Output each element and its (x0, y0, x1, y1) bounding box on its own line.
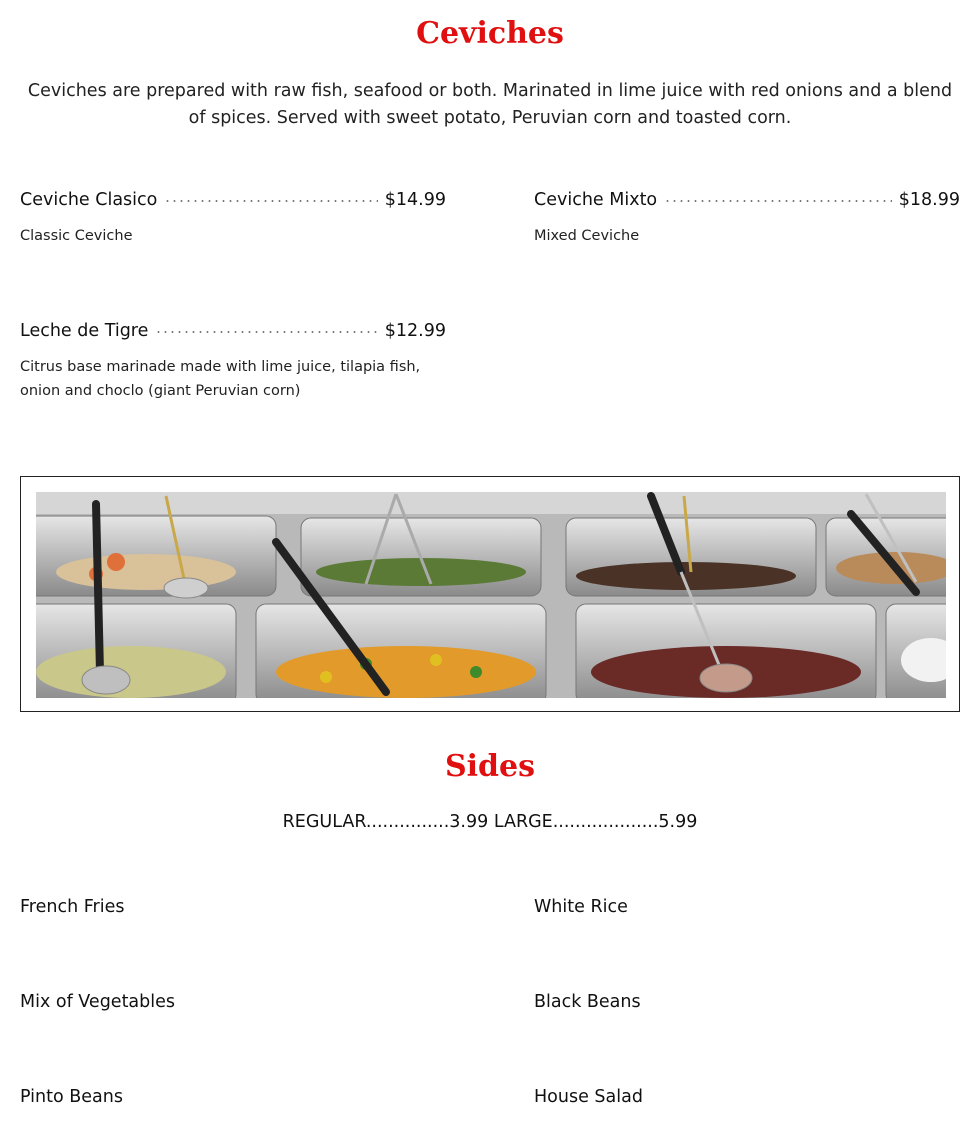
item-price: $12.99 (384, 321, 446, 341)
sides-heading: Sides (444, 749, 535, 784)
menu-item-leche-de-tigre (20, 321, 446, 403)
ceviches-heading: Ceviches (416, 16, 564, 51)
item-name: Ceviche Clasico (20, 190, 158, 210)
menu-item-ceviche-clasico (20, 190, 446, 248)
buffet-steam-table-image (36, 492, 946, 698)
side-item: White Rice (534, 897, 628, 917)
item-description: Mixed Ceviche (534, 228, 640, 244)
side-item: Mix of Vegetables (20, 992, 176, 1012)
side-item: House Salad (534, 1087, 643, 1107)
side-item: Pinto Beans (20, 1087, 123, 1107)
item-description: Classic Ceviche (20, 228, 133, 244)
item-name: Ceviche Mixto (534, 190, 658, 210)
item-name: Leche de Tigre (20, 321, 149, 341)
item-description: Citrus base marinade made with lime juice, tilapia fish, onion and choclo (giant Peruvian corn) (20, 359, 421, 399)
menu-item-ceviche-mixto (534, 190, 960, 248)
dot-leader (664, 199, 892, 203)
dot-leader (164, 199, 377, 203)
sides-size-prices: REGULAR...............3.99 LARGE...................5.99 (282, 812, 698, 832)
item-price: $14.99 (384, 190, 446, 210)
dot-leader (155, 330, 377, 334)
side-item: Black Beans (534, 992, 641, 1012)
ceviches-intro: Ceviches are prepared with raw fish, seafood or both. Marinated in lime juice with red onions and a blend of spices. Served with sweet potato, Peruvian corn and toasted corn. (27, 81, 953, 128)
side-item: French Fries (20, 897, 125, 917)
buffet-steam-table-icon (36, 492, 946, 698)
item-price: $18.99 (898, 190, 960, 210)
buffet-photo-frame (20, 476, 960, 712)
